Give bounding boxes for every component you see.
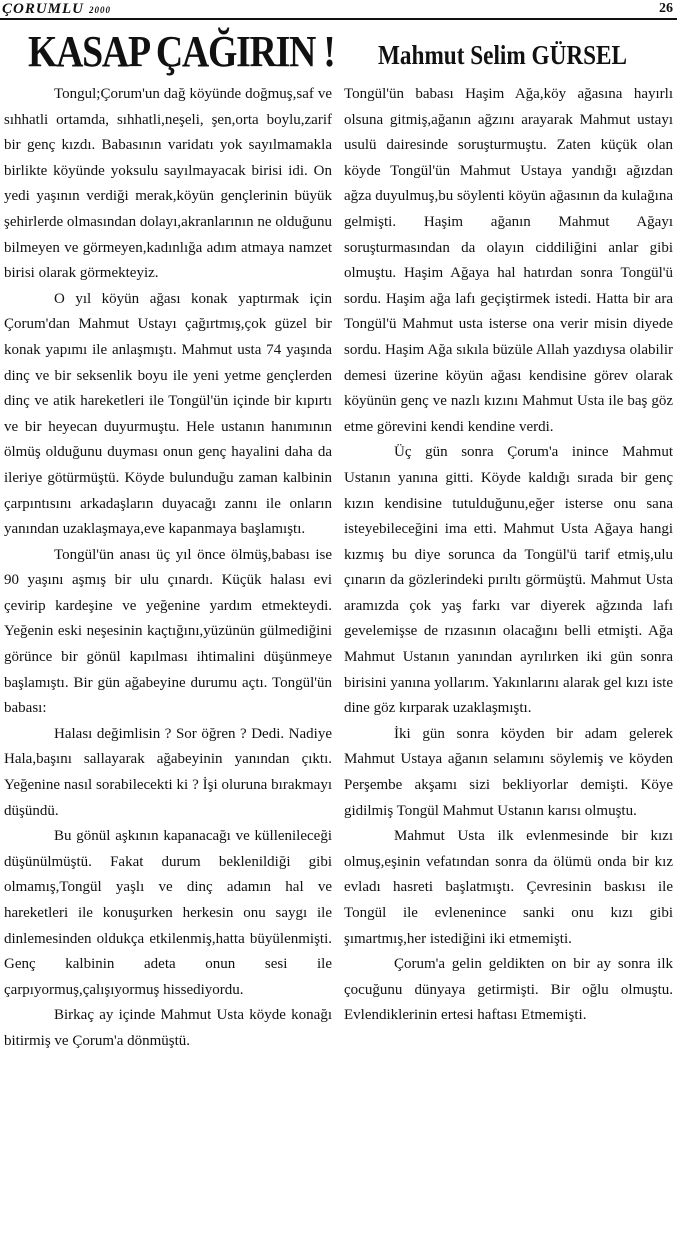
article-title: KASAP ÇAĞIRIN ! xyxy=(28,27,335,76)
article-author: Mahmut Selim GÜRSEL xyxy=(378,40,627,70)
article-headline xyxy=(0,22,677,82)
page-header xyxy=(0,0,677,18)
paragraph: Çorum'a gelin geldikten on bir ay sonra ilk çocuğunu dünyaya getirmişti. Bir oğlu olmuştu. Evlendiklerinin ertesi haftası Etmemişti. xyxy=(344,956,673,1024)
header-rule xyxy=(0,18,677,20)
paragraph: Mahmut Usta ilk evlenmesinde bir kızı olmuş,eşinin vefatından sonra da ölümü onda bir kız evladı hasreti başlatmıştı. Çevresinin baskısı ile Tongül ile evlenenince sanki onu kızı gibi şımartmış,her istediğini iki etmemişti. xyxy=(344,828,673,947)
paragraph: Tongul;Çorum'un dağ köyünde doğmuş,saf ve sıhhatli ortamda, sıhhatli,neşeli, şen,orta boylu,zarif bir genç kızdı. Babasının varidatı yok sayılmamakla birlikte köyünde yoksulu sayılmayacak birisi idi. On yedi yaşının verdiği merak,köyün gençlerinin büyük şehirlerde olmasından dolayı,akranlarının ne olduğunu bilmeyen ve görmeyen,kadınlığa adım atmaya namzet birisi olarak görmekteyiz. xyxy=(4,86,332,282)
publication-name xyxy=(2,1,111,18)
paragraph: Halası değimlisin ? Sor öğren ? Dedi. Nadiye Hala,başını sallayarak ağabeyinin yanından çıktı. Yeğenine nasıl sorabilecekti ki ? İşi oluruna bırakmayı düşündü. xyxy=(4,725,332,819)
page-number: 26 xyxy=(659,1,673,16)
paragraph: Tongül'ün anası üç yıl önce ölmüş,babası ise 90 yaşını aşmış bir ulu çınardı. Küçük halası evi çevirip kardeşine ve yeğenine yardım etmekteydi. Yeğenin eski neşesinin kaçtığını,yüzünün gülmediğini görünce bir gönül kapılması ihtimalini düşünmeye başlamıştı. Bir gün ağabeyine durumu açtı. Tongül'ün babası: xyxy=(4,546,332,717)
paragraph: Birkaç ay içinde Mahmut Usta köyde konağı bitirmiş ve Çorum'a dönmüştü. xyxy=(4,1007,332,1049)
paragraph: Üç gün sonra Çorum'a inince Mahmut Ustanın yanına gitti. Köyde kaldığı sırada bir genç kızın kendisine tutulduğunu,eğer isterse onu sana isteyebileceğini ima etti. Mahmut Usta Ağaya hangi kızmış bu diye sorunca da Tongül'ü tarif etmiş,ulu çınarın da gözlerindeki pırıltı görmüştü. Mahmut Usta aramızda çok yaş farkı var diyerek ağzında lafı gevelemişse de rızasının olacağını belli etmişti. Ağa Mahmut Ustanın yanından ayrılırken iki gün sonra birisini yanına yollarım. Yakınlarını alarak gel kızı iste dine göz kırparak uzaklaşmıştı. xyxy=(344,444,673,717)
right-column xyxy=(344,82,673,1232)
publication-title: ÇORUMLU xyxy=(2,1,85,17)
paragraph: İki gün sonra köyden bir adam gelerek Mahmut Ustaya ağanın selamını söylemiş ve köyden Perşembe akşamı sizi bekliyorlar demişti. Köye gidilmiş Tongül Mahmut Ustanın karısı olmuştu. xyxy=(344,725,673,819)
left-column xyxy=(4,82,332,1232)
paragraph-continued: Tongül'ün babası Haşim Ağa,köy ağasına hayırlı olsuna gitmiş,ağanın ağzını arayarak Mahmut ustayı usulü dairesinde soruşturmuştu. Zaten küçük olan köyde Tongül'ün Mahmut Ustaya yandığı ağızdan ağza duyulmuş,bu söylenti köyün ağasının da kulağına gelmişti. Haşim ağanın Mahmut Ağayı soruşturmasından da olayın ciddiliğini anlar gibi olmuştu. Haşim Ağaya hal hatırdan sonra Tongül'ü sordu. Haşim ağa lafı geçiştirmek istedi. Hatta bir ara Tongül'ü Mahmut usta isterse ona verir misin diyede sordu. Haşim Ağa sıkıla büzüle Allah yazdıysa olabilir demesi üzerine köyün ağası kendisine görev olarak köyünün genç ve nazlı kızını Mahmut Usta ile baş göz etme görevini kendi kendine verdi. xyxy=(344,86,673,435)
paragraph: Bu gönül aşkının kapanacağı ve küllenileceği düşünülmüştü. Fakat durum beklenildiği gibi olmamış,Tongül yaşlı ve dinç adamın hal ve hareketleri ile konuşurken herkesin onu saygı ile dinlemesinden oldukça etkilenmiş,hatta büyülenmişti. Genç kalbinin adeta onun sesi ile çarpıyormuş,çalışıyormuş hissediyordu. xyxy=(4,828,332,998)
publication-year: 2000 xyxy=(89,5,112,15)
paragraph: O yıl köyün ağası konak yaptırmak için Çorum'dan Mahmut Ustayı çağırtmış,çok güzel bir konak yapımı ile anlaşmıştı. Mahmut usta 74 yaşında dinç ve bir seksenlik boyu ile yeni yetme gençlerden dinç ve atik hareketleri ile Tongül'ün içinde bir kıpırtı ve bir heyecan duyurmuştu. Hele ustanın hanımının ölmüş olduğunu duyması onun genç hayalini daha da ileriye götürmüştü. Köyde bulunduğu zaman kalbinin çarpıntısını arkadaşların duyacağı zannı ile onların yanından uzaklaşmaya,eve kapanmaya başlamıştı. xyxy=(4,290,332,538)
